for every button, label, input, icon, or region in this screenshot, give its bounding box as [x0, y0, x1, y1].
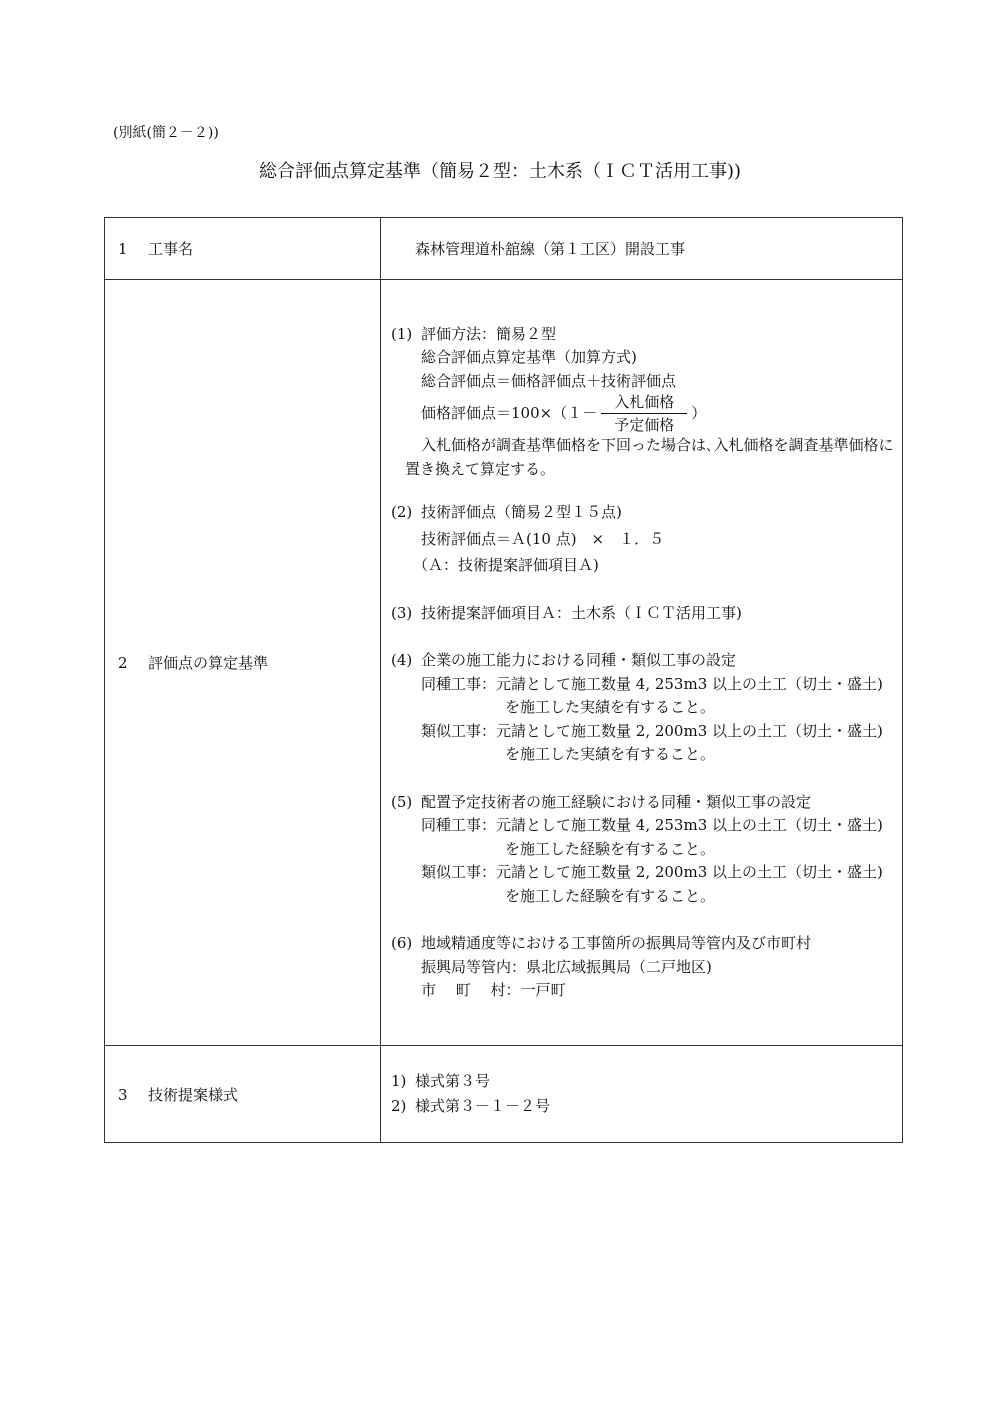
row-number: 1 — [118, 240, 128, 258]
section-title: 技術評価点（簡易２型１５点) — [421, 503, 622, 521]
section-technical-score — [391, 501, 902, 578]
text-line: 総合評価点算定基準（加算方式) — [421, 348, 637, 366]
section-heading — [391, 932, 902, 956]
section-number: (6) — [391, 934, 413, 952]
row-number: 3 — [118, 1085, 128, 1104]
section-title: 技術提案評価項目Ａ：土木系（ＩＣＴ活用工事) — [421, 603, 742, 622]
text-line: を施工した実績を有すること。 — [505, 745, 716, 763]
row-value — [381, 1046, 903, 1143]
row-label — [105, 280, 381, 1046]
section-title: 企業の施工能力における同種・類似工事の設定 — [421, 651, 737, 669]
section-number: (2) — [391, 503, 413, 521]
section-evaluation-item — [391, 602, 902, 626]
forms-list — [391, 1069, 902, 1119]
price-score-formula — [391, 391, 902, 436]
row-number: 2 — [118, 654, 128, 672]
section-heading — [391, 323, 902, 347]
fraction — [601, 391, 687, 436]
criteria-content — [391, 323, 902, 1003]
item-text: 様式第３号 — [415, 1072, 491, 1090]
row-value — [381, 280, 903, 1046]
fraction-numerator: 入札価格 — [614, 393, 675, 411]
section-title: 評価方法：簡易２型 — [421, 324, 557, 343]
item-number: 2) — [391, 1097, 407, 1115]
formula-suffix: ） — [691, 403, 707, 422]
table-row — [105, 280, 903, 1046]
text-line: 総合評価点＝価格評価点＋技術評価点 — [421, 371, 677, 390]
fraction-denominator: 予定価格 — [614, 416, 675, 434]
table-row — [105, 1046, 903, 1143]
row-label — [105, 1046, 381, 1143]
section-heading — [391, 501, 902, 525]
section-heading — [391, 602, 902, 626]
section-title: 地域精通度等における工事箇所の振興局等管内及び市町村 — [421, 934, 812, 952]
text-line: 振興局等管内：県北広域振興局（二戸地区) — [421, 957, 712, 976]
text-line: を施工した経験を有すること。 — [505, 886, 716, 905]
section-company-capability — [391, 649, 902, 767]
row-label-text: 技術提案様式 — [148, 1085, 239, 1104]
text-line: 類似工事：元請として施工数量 2, 200m3 以上の土工（切土・盛土) — [421, 863, 883, 881]
section-title: 配置予定技術者の施工経験における同種・類似工事の設定 — [421, 792, 812, 811]
section-regional-familiarity — [391, 932, 902, 1003]
table-row — [105, 218, 903, 280]
section-evaluation-method — [391, 323, 902, 482]
text-line: （Ａ：技術提案評価項目Ａ) — [413, 556, 599, 574]
section-number: (3) — [391, 603, 413, 622]
section-heading — [391, 649, 902, 673]
item-text: 様式第３－１－２号 — [415, 1097, 551, 1115]
note-text: 入札価格が調査基準価格を下回った場合は､入札価格を調査基準価格に置き換えて算定する。 — [405, 436, 894, 478]
list-item — [391, 1069, 902, 1094]
text-line: 技術評価点＝Ａ(10 点) × １．５ — [421, 529, 665, 548]
item-number: 1) — [391, 1072, 407, 1090]
formula-prefix: 価格評価点＝100×（１－ — [421, 403, 598, 422]
row-label-text: 工事名 — [148, 240, 194, 258]
text-line: 同種工事：元請として施工数量 4, 253m3 以上の土工（切土・盛土) — [421, 674, 883, 693]
attachment-label: (別紙(簡２－２)) — [113, 125, 219, 141]
list-item — [391, 1094, 902, 1119]
row-value — [381, 218, 903, 280]
project-name: 森林管理道朴舘線（第１工区）開設工事 — [415, 240, 686, 258]
row-label — [105, 218, 381, 280]
text-line: 類似工事：元請として施工数量 2, 200m3 以上の土工（切土・盛土) — [421, 721, 883, 740]
text-line: を施工した実績を有すること。 — [505, 698, 716, 716]
text-line: 同種工事：元請として施工数量 4, 253m3 以上の土工（切土・盛土) — [421, 816, 883, 834]
criteria-table — [104, 217, 903, 1143]
text-line: 市 町 村：一戸町 — [421, 981, 566, 999]
section-number: (5) — [391, 792, 413, 811]
row-label-text: 評価点の算定基準 — [148, 654, 269, 672]
page-title: 総合評価点算定基準（簡易２型：土木系（ＩＣＴ活用工事)) — [258, 161, 742, 182]
section-number: (4) — [391, 651, 413, 669]
section-engineer-experience — [391, 791, 902, 909]
text-line: を施工した経験を有すること。 — [505, 839, 716, 858]
section-number: (1) — [391, 324, 413, 343]
section-heading — [391, 791, 902, 815]
